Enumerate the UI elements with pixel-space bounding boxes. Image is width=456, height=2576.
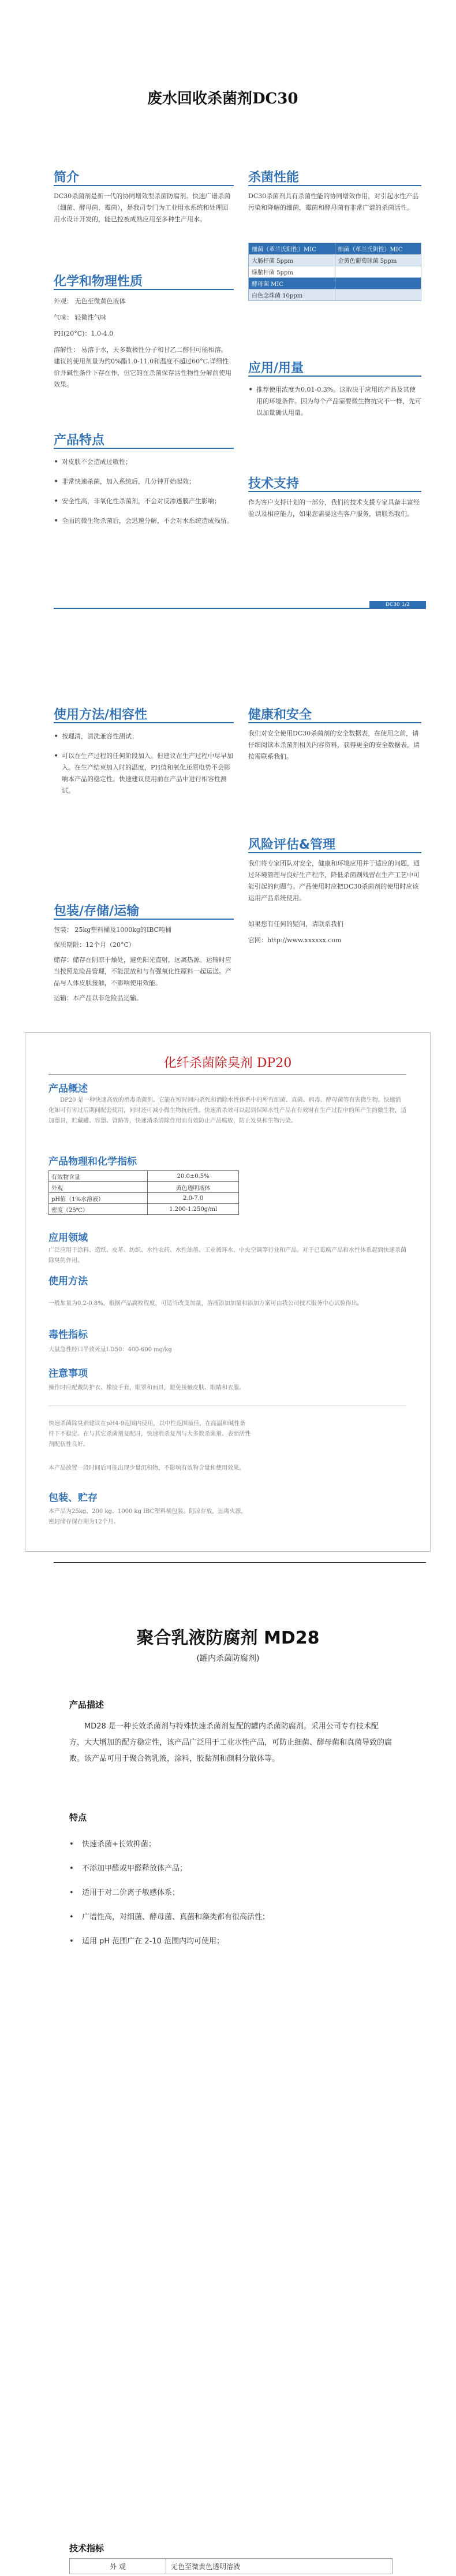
risk-heading: 风险评估&管理 bbox=[248, 838, 336, 852]
md28-tech-value: 无色至微黄色透明溶液 bbox=[166, 2559, 393, 2574]
md28-subtitle: (罐内杀菌防腐剂) bbox=[196, 1654, 260, 1663]
pack-line: 保质期限：12个月（20°C） bbox=[54, 941, 135, 949]
perf-cell bbox=[335, 266, 421, 278]
safety-heading: 健康和安全 bbox=[248, 708, 312, 722]
dp20-storage-heading: 包装、贮存 bbox=[48, 1492, 98, 1504]
appl-rule bbox=[248, 376, 421, 377]
md28-desc-text: MD28 是一种长效杀菌剂与特殊快速杀菌剂复配的罐内杀菌防腐剂。采用公司专有技术配方，大大增加的配方稳定性，该产品广泛用于工业水性产品，可防止细菌、酵母菌和真菌导致的腐败。该产品可用于聚合物乳液，涂料，胶黏剂和颜料分散体等。 bbox=[69, 1722, 393, 1763]
md28-feature-item: • 不添加甲醛或甲醛释放体产品； bbox=[69, 1864, 188, 1873]
safety-rule bbox=[248, 722, 421, 723]
use-rule bbox=[54, 722, 234, 723]
page-md28 bbox=[0, 1560, 456, 2576]
perf-cell: 金黄色葡萄球菌 5ppm bbox=[335, 255, 421, 266]
pack-heading: 包装/存储/运输 bbox=[54, 904, 140, 919]
risk-contact: 如果您有任何的疑问，请联系我们 bbox=[248, 920, 343, 928]
risk-rule bbox=[248, 852, 421, 853]
props-value: 2.0-7.0 bbox=[148, 1193, 239, 1204]
safety-text: 我们对安全使用DC30杀菌剂的安全数据表，在使用之前，请仔细阅读本杀菌剂相关内容资料，获得更全的安全数据表，请按需联系我们。 bbox=[248, 730, 420, 760]
md28-tech-table bbox=[69, 2558, 393, 2574]
feature-item: • 全面的微生物杀菌后，会迅速分解，不会对水系统造成残留。 bbox=[54, 516, 233, 526]
use-list bbox=[54, 731, 234, 805]
use-heading: 使用方法/相容性 bbox=[54, 708, 148, 722]
props-label: 有效物含量 bbox=[49, 1171, 148, 1182]
perf-cell bbox=[335, 289, 421, 301]
intro-text: DC30杀菌剂是新一代的协同增效型杀菌防腐剂。快速广谱杀菌（细菌、酵母菌、霉菌），是我司专门为工业用水系统和处理回用水设计开发的，能已控被成熟应用至多种生产用水。 bbox=[54, 192, 231, 223]
perf-table bbox=[248, 243, 421, 301]
perf-cell: 大肠杆菌 5ppm bbox=[249, 255, 335, 266]
dp20-props-heading: 产品物理和化学指标 bbox=[48, 1156, 137, 1168]
features-list bbox=[54, 456, 234, 535]
dp20-cont-text1: 快速杀菌除臭剂建议在pH4-9范围内使用，以中性范围最佳，在高温和碱性条件下不稳定。在与其它杀菌剂复配时，快速消杀复剂与大多数杀菌剂、表面活性剂配伍性良好。 bbox=[48, 1421, 251, 1448]
dp20-overview-text: DP20 是一种快速高效的消毒杀菌剂。它能在短时间内杀死和消除水性体系中的所有细菌、真菌、病毒、酵母菌等有害微生物。快速消化如可有害过后期间配套使用，同时还可减小微生物抗药性。快速消杀效可以起到保障水性产品在有效时在生产过程中的所产生的微生物，适加器具，贮藏罐、容器、管路等，快速消杀清除作用而有效防止产品腐败，防止发臭和生物污染。 bbox=[48, 1097, 406, 1124]
md28-feature-item: • 适用 pH 范围广在 2-10 范围内均可使用； bbox=[69, 1937, 225, 1946]
perf-text: DC30杀菌剂具有杀菌性能的协同增效作用，对引起水性产品污染和降解的细菌，霉菌和酵母菌有非常广谱的杀菌活性。 bbox=[248, 192, 419, 211]
tech-text: 作为客户支持计划的一部分，我们的技术支援专家具备丰富经验以及相应能力，如果您需要这些客户服务，请联系我们。 bbox=[248, 499, 420, 518]
phys-ph: PH(20°C)：1.0-4.0 bbox=[54, 330, 114, 337]
perf-heading: 杀菌性能 bbox=[248, 170, 300, 185]
phys-appearance: 外观： 无色至微黄色液体 bbox=[54, 298, 126, 305]
page-dc30-part2 bbox=[0, 635, 456, 1002]
features-heading: 产品特点 bbox=[54, 433, 105, 448]
md28-feature-item: • 适用于对二价离子敏感体系； bbox=[69, 1889, 180, 1897]
dp20-storage-text: 本产品为25kg、200 kg、1000 kg IBC塑料桶包装。阴凉存放，远离火源，密封储存保存期为12个月。 bbox=[48, 1508, 247, 1525]
features-rule bbox=[54, 448, 234, 449]
dp20-tox-heading: 毒性指标 bbox=[48, 1329, 88, 1341]
appl-heading: 应用/用量 bbox=[248, 361, 304, 376]
perf-col-header: 细菌（革兰氏阴性）MIC bbox=[335, 243, 421, 255]
intro-rule bbox=[54, 185, 234, 186]
phys-rule bbox=[54, 289, 234, 290]
props-value: 20.0±0.5% bbox=[148, 1171, 239, 1182]
pack-line: 运输：本产品以非危险品运输。 bbox=[54, 994, 143, 1002]
tech-heading: 技术支持 bbox=[248, 477, 300, 491]
dp20-tox-text: 大鼠急性经口半致死量LD50：400-600 mg/kg bbox=[48, 1347, 172, 1353]
page-dp20 bbox=[25, 1032, 431, 1552]
perf-cell: 酵母菌 MIC bbox=[249, 278, 335, 289]
feature-item: • 对皮肤不会造成过敏性； bbox=[54, 458, 132, 467]
dp20-notes-heading: 注意事项 bbox=[48, 1368, 88, 1380]
phys-lines bbox=[54, 296, 234, 391]
risk-text: 我们将专家团队对安全，健康和环境应用并于适应的问题，通过环境管理与良好生产程序，降低杀菌剂残留在生产工艺中可能引起的问题与。产品使用时应把DC30杀菌剂的使用时应该运用产品系统使用。 bbox=[248, 860, 420, 902]
phys-solubility: 溶解性： 易溶于水，天多数极性分子和甘乙二醇但可能相溶。 建议的使用剂量为约0%酯1.0-11.0和温度不超过60°C.详细性价并碱性条件下存在作，但它的在杀菌保存活性物性分解前使用效果。 bbox=[54, 346, 231, 388]
feature-item: • 安全性高，非氧化性杀菌剂，不会对反渗透膜产生影响； bbox=[54, 497, 220, 506]
props-value: 黄色透明液体 bbox=[148, 1182, 239, 1193]
page-footer-tag: DC30 1/2 bbox=[369, 601, 426, 609]
md28-tech-label: 外 观 bbox=[70, 2559, 166, 2574]
md28-top-rule bbox=[54, 1562, 426, 1563]
dp20-cont-text2: 本产品放置一段时间后可能出现少量沉积物，不影响有效物含量和使用效果。 bbox=[48, 1465, 245, 1471]
props-label: pH值（1%水溶液） bbox=[49, 1193, 148, 1204]
use-item: • 可以在生产过程的任何阶段加入。但建议在生产过程中尽早加入。在生产结束加入时的温度，PH值和氧化还原电势不会影响本产品的稳定性。快速建议使用前在产品中进行相容性测试。 bbox=[54, 752, 233, 794]
dp20-overview-heading: 产品概述 bbox=[48, 1083, 88, 1095]
phys-heading: 化学和物理性质 bbox=[54, 274, 143, 289]
tech-rule bbox=[248, 491, 421, 492]
md28-tech-heading: 技术指标 bbox=[69, 2543, 104, 2553]
intro-heading: 简介 bbox=[54, 170, 80, 185]
dp20-use-heading: 使用方法 bbox=[48, 1276, 88, 1287]
dc30-title: 废水回收杀菌剂DC30 bbox=[147, 90, 298, 107]
dp20-props-table bbox=[48, 1170, 239, 1215]
page-dc30-part1 bbox=[0, 0, 456, 618]
dp20-use-text: 一般加量为0.2-0.8%，根据产品腐败程度，可适当改变加量，溶液添加加量和添加方案可由我公司技术服务中心试验得出。 bbox=[48, 1300, 363, 1307]
props-label: 密度（25℃） bbox=[49, 1204, 148, 1215]
md28-title: 聚合乳液防腐剂 MD28 bbox=[136, 1628, 320, 1648]
dp20-appl-text: 广泛应用于涂料、造纸、皮革、纺织、水性农药、水性油墨、工业循环水、中央空调等行业和产品。对于已霉腐产品和水性体系起到快速杀菌除臭的作用。 bbox=[48, 1247, 406, 1264]
pack-line: 储存：储存在阴凉干燥处，避免阳光直射，远离热源。运输时应当按照危险品管理，不能混放和与有强氧化性原料一起运送。产品与人体皮肤接触，不影响使用效能。 bbox=[54, 956, 231, 987]
md28-features-list bbox=[69, 1837, 393, 1958]
pack-rule bbox=[54, 919, 234, 920]
perf-rule bbox=[248, 185, 421, 186]
pack-lines bbox=[54, 924, 234, 1004]
props-label: 外观 bbox=[49, 1182, 148, 1193]
phys-odor: 气味： 轻微性气味 bbox=[54, 314, 107, 321]
appl-bullet: • 推荐使用浓度为0.01-0.3%。这取决于应用的产品及其使用的环境条件。因为每个产品需要微生物抗灾不一样，先可以加量确认用量。 bbox=[248, 385, 421, 417]
md28-feature-item: • 快速杀菌+长效抑菌； bbox=[69, 1840, 156, 1849]
dp20-notes-text: 操作时应配戴防护衣、橡胶手套，眼罩和面具，避免接触皮肤、眼睛和衣服。 bbox=[48, 1385, 245, 1391]
pack-line: 包装： 25kg塑料桶及1000kg的IBC吨桶 bbox=[54, 926, 171, 934]
dp20-appl-heading: 应用领域 bbox=[48, 1232, 88, 1244]
md28-feature-item: • 广谱性高，对细菌、酵母菌、真菌和藻类都有很高活性； bbox=[69, 1913, 270, 1921]
md28-desc-heading: 产品描述 bbox=[69, 1700, 104, 1710]
feature-item: • 非常快速杀菌，加入系统后，几分钟开始起效； bbox=[54, 477, 195, 486]
use-item: • 按理清，清洗兼容性测试； bbox=[54, 732, 138, 741]
perf-cell: 绿脓杆菌 5ppm bbox=[249, 266, 335, 278]
perf-cell: 白色念珠菌 10ppm bbox=[249, 289, 335, 301]
perf-col-header: 细菌（革兰氏阳性）MIC bbox=[249, 243, 335, 255]
dp20-title: 化纤杀菌除臭剂 DP20 bbox=[163, 1056, 292, 1070]
props-value: 1.200-1.250g/ml bbox=[148, 1204, 239, 1215]
perf-cell bbox=[335, 278, 421, 289]
risk-website-link[interactable]: 官网：http://www.xxxxxx.com bbox=[248, 936, 342, 944]
md28-feat-heading: 特点 bbox=[69, 1812, 87, 1823]
